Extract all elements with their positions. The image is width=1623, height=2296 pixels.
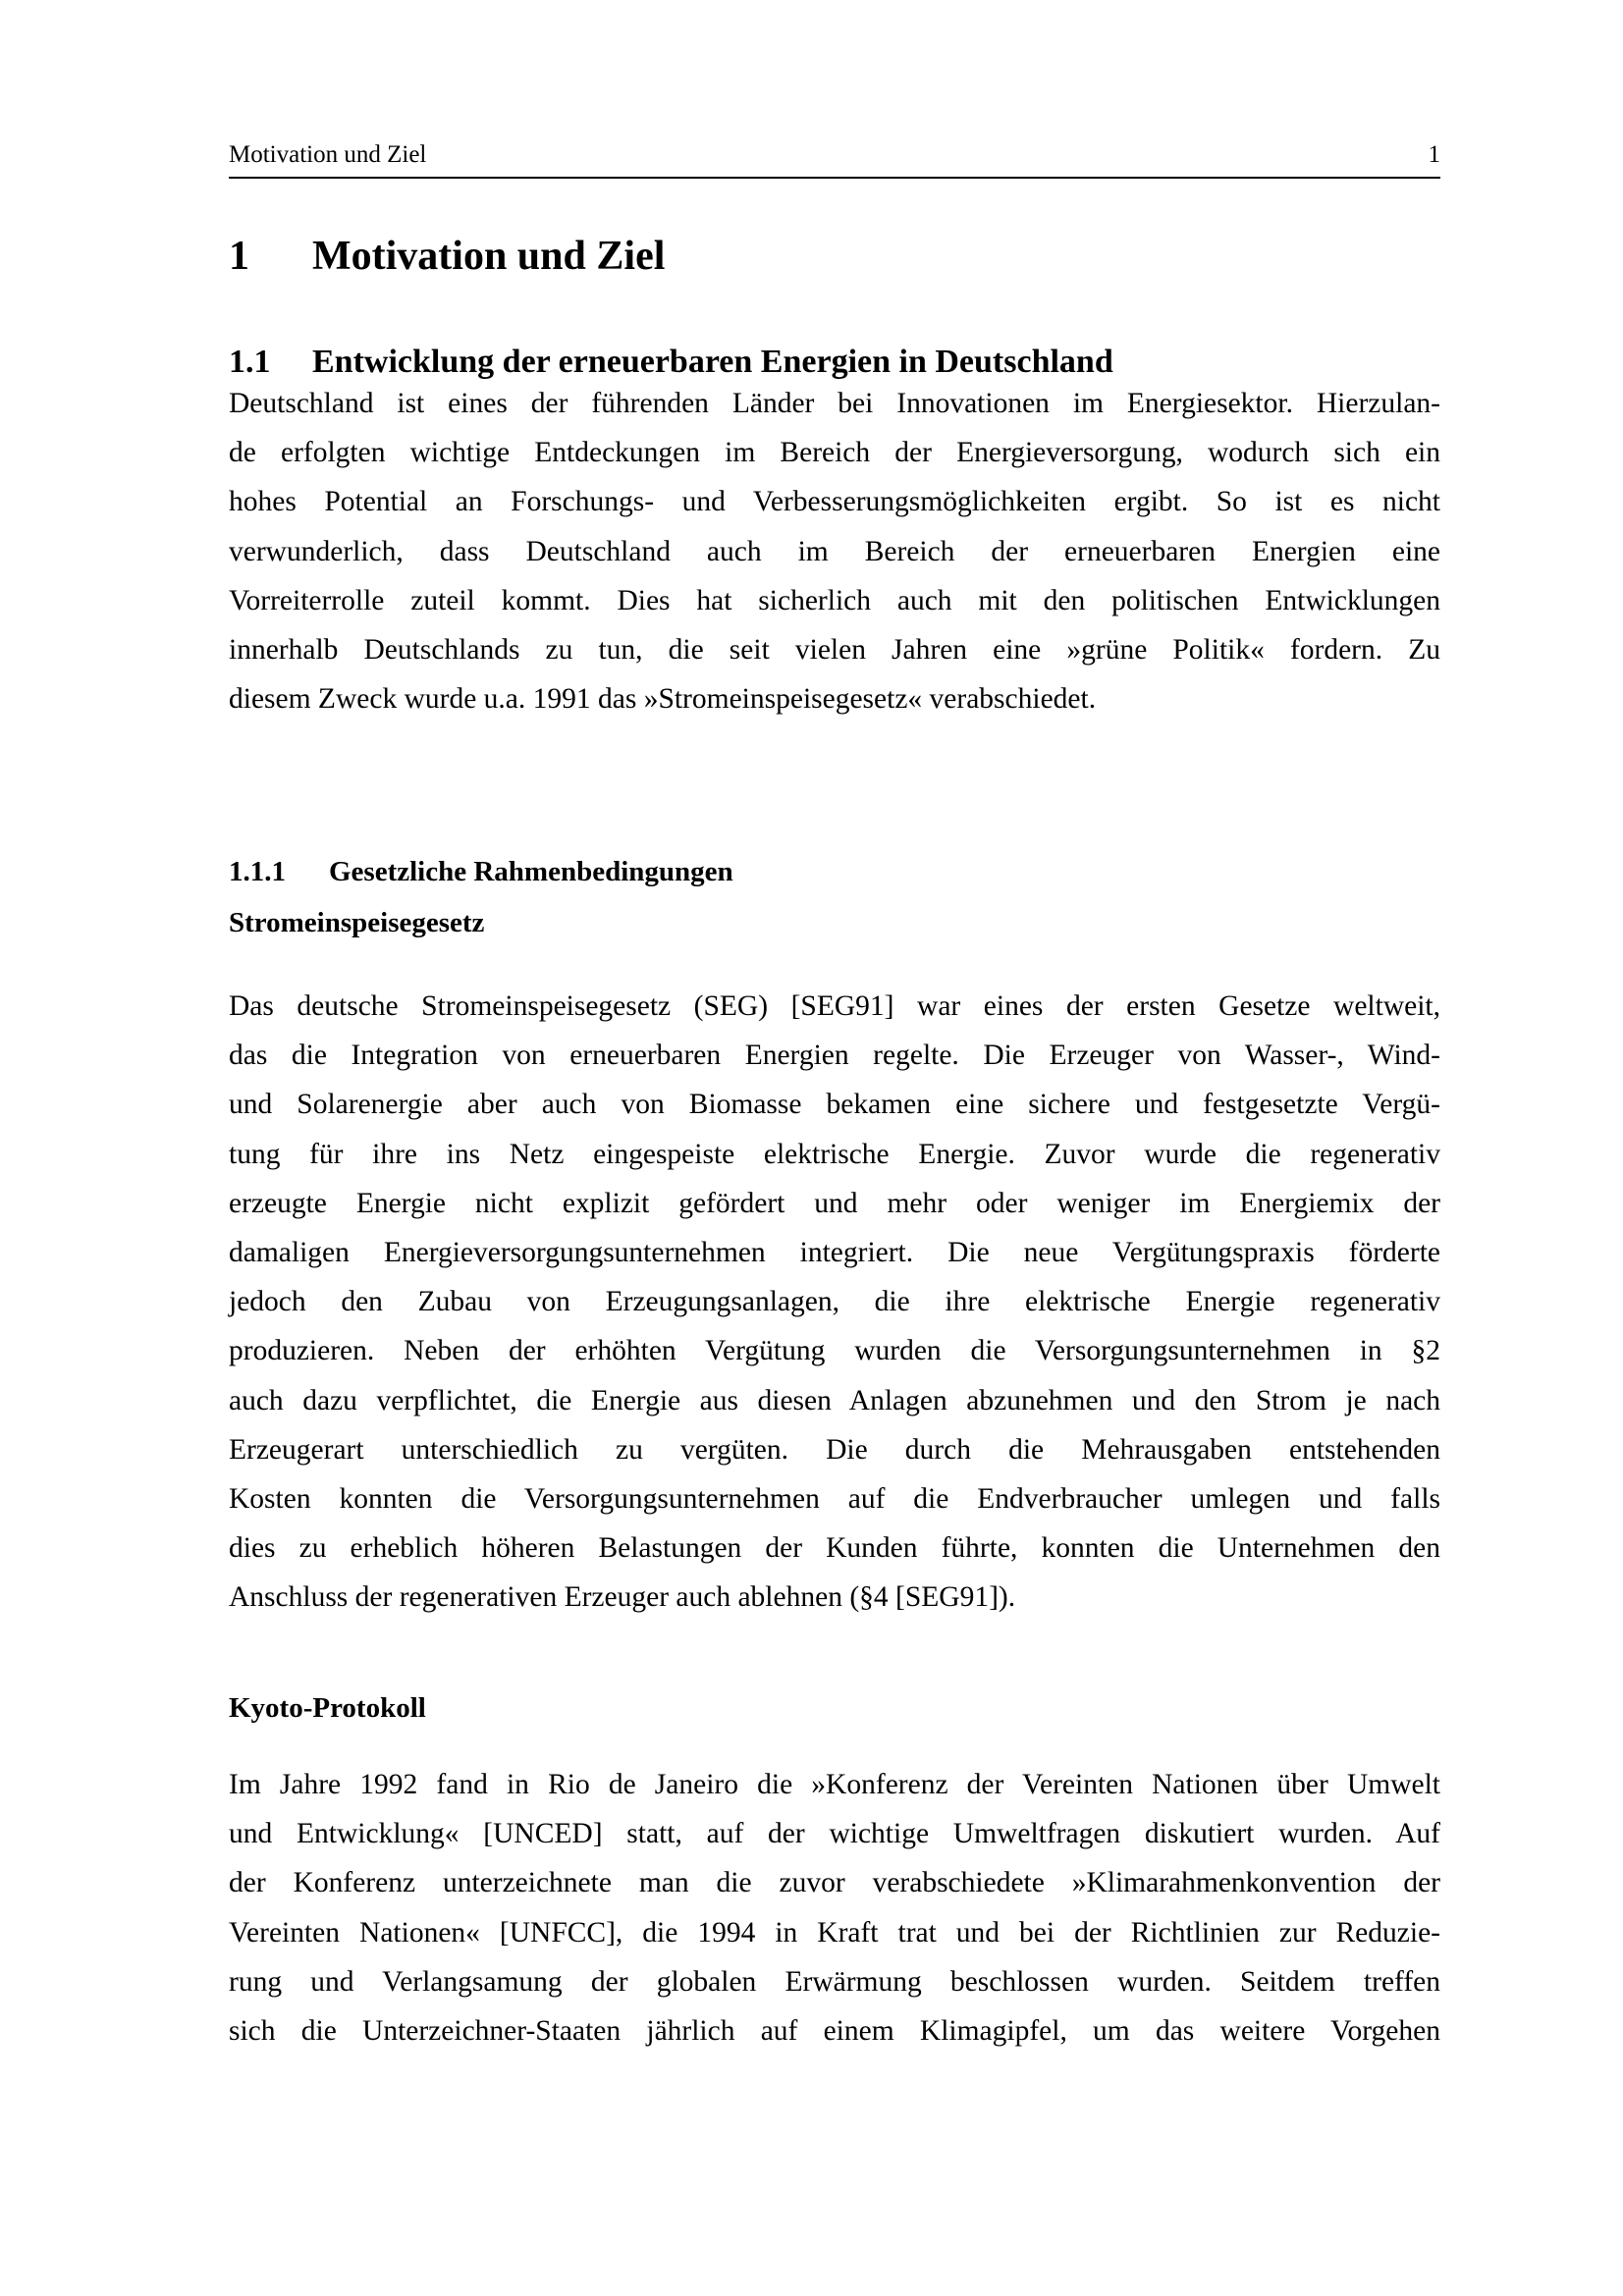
section-number: 1.1	[229, 344, 271, 380]
text-line: das die Integration von erneuerbaren Energien regelte. Die Erzeuger von Wasser-, Wind-	[229, 1040, 1440, 1072]
text-line: innerhalb Deutschlands zu tun, die seit vielen Jahren eine »grüne Politik« fordern. Zu	[229, 633, 1440, 666]
kyoto-paragraph	[229, 1760, 1440, 2056]
text-line: rung und Verlangsamung der globalen Erwärmung beschlossen wurden. Seitdem treffen	[229, 1965, 1440, 1998]
text-line: Anschluss der regenerativen Erzeuger auch ablehnen (§4 [SEG91]).	[229, 1581, 1016, 1614]
text-line: Kosten konnten die Versorgungsunternehmen auf die Endverbraucher umlegen und falls	[229, 1482, 1440, 1515]
text-line: Im Jahre 1992 fand in Rio de Janeiro die »Konferenz der Vereinten Nationen über Umwelt	[229, 1769, 1440, 1800]
chapter-heading	[229, 232, 665, 281]
text-line: sich die Unterzeichner-Staaten jährlich auf einem Klimagipfel, um das weitere Vorgehen	[229, 2014, 1440, 2047]
page-number: 1	[1428, 141, 1440, 168]
text-line: produzieren. Neben der erhöhten Vergütung wurden die Versorgungsunternehmen in §2	[229, 1335, 1440, 1367]
running-header	[229, 137, 1440, 179]
text-line: hohes Potential an Forschungs- und Verbesserungsmöglichkeiten ergibt. So ist es nicht	[229, 486, 1440, 518]
text-line: Das deutsche Stromeinspeisegesetz (SEG) [SEG91] war eines der ersten Gesetze weltweit,	[229, 990, 1440, 1022]
text-line: jedoch den Zubau von Erzeugungsanlagen, die ihre elektrische Energie regenerativ	[229, 1286, 1440, 1318]
text-line: der Konferenz unterzeichnete man die zuvor verabschiedete »Klimarahmenkonvention der	[229, 1867, 1440, 1899]
text-line: verwunderlich, dass Deutschland auch im Bereich der erneuerbaren Energien eine	[229, 535, 1440, 567]
text-line: Vereinten Nationen« [UNFCC], die 1994 in Kraft trat und bei der Richtlinien zur Reduzie-	[229, 1916, 1440, 1949]
text-line: auch dazu verpflichtet, die Energie aus diesen Anlagen abzunehmen und den Strom je nach	[229, 1384, 1440, 1416]
intro-paragraph	[229, 379, 1440, 723]
text-line: diesem Zweck wurde u.a. 1991 das »Stromeinspeisegesetz« verabschiedet.	[229, 683, 1097, 716]
subsection-number: 1.1.1	[229, 856, 286, 887]
text-line: Erzeugerart unterschiedlich zu vergüten. Die durch die Mehrausgaben entstehenden	[229, 1433, 1440, 1466]
text-line: tung für ihre ins Netz eingespeiste elektrische Energie. Zuvor wurde die regenerativ	[229, 1138, 1440, 1170]
text-line: Deutschland ist eines der führenden Länder bei Innovationen im Energiesektor. Hierzulan-	[229, 388, 1440, 419]
text-line: und Solarenergie aber auch von Biomasse bekamen eine sichere und festgesetzte Vergü-	[229, 1089, 1440, 1121]
text-line: damaligen Energieversorgungsunternehmen integriert. Die neue Vergütungspraxis förderte	[229, 1236, 1440, 1268]
section-title: Entwicklung der erneuerbaren Energien in Deutschland	[312, 344, 1113, 380]
section-heading	[229, 342, 1113, 383]
text-line: erzeugte Energie nicht explizit gefördert und mehr oder weniger im Energiemix der	[229, 1187, 1440, 1219]
chapter-title: Motivation und Ziel	[312, 234, 666, 279]
subsection-title: Gesetzliche Rahmenbedingungen	[329, 856, 733, 887]
text-line: und Entwicklung« [UNCED] statt, auf der wichtige Umweltfragen diskutiert wurden. Auf	[229, 1818, 1440, 1850]
text-line: Vorreiterrolle zuteil kommt. Dies hat sicherlich auch mit den politischen Entwicklungen	[229, 584, 1440, 616]
kyoto-heading: Kyoto-Protokoll	[229, 1692, 426, 1724]
seg-heading: Stromeinspeisegesetz	[229, 907, 485, 938]
seg-paragraph	[229, 982, 1440, 1622]
running-header-title: Motivation und Ziel	[229, 141, 427, 168]
text-line: de erfolgten wichtige Entdeckungen im Bereich der Energieversorgung, wodurch sich ein	[229, 437, 1440, 469]
subsection-heading	[229, 854, 733, 889]
text-line: dies zu erheblich höheren Belastungen der Kunden führte, konnten die Unternehmen den	[229, 1532, 1440, 1565]
chapter-number: 1	[229, 234, 249, 279]
